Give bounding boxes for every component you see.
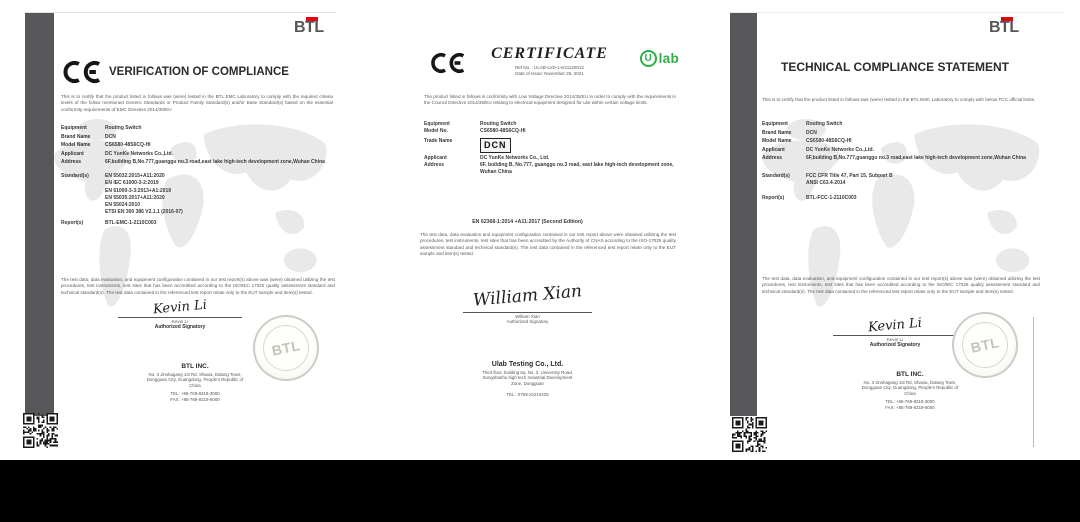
date-of-issue: Date of Issue: November 26, 2021 — [515, 70, 584, 76]
issuer-name: BTL INC. — [896, 371, 924, 378]
field-value: Routing Switch — [806, 121, 843, 127]
issuer-name: Ulab Testing Co., Ltd. — [491, 361, 564, 368]
signatory-title: Authorized Signatory — [154, 324, 206, 330]
qr-code — [732, 417, 767, 452]
btl-logo — [294, 17, 330, 35]
issuer-tel: TEL: +86-769-8319-3000 — [885, 399, 935, 405]
certificate-technical-compliance-statement — [730, 12, 1065, 452]
field-value: 6F, building B, No.777, guanggu no.3 road, east lake high-tech development zone, Wuhan China — [480, 161, 674, 176]
field-value: DCN — [806, 129, 817, 136]
product-fields — [61, 125, 335, 167]
field-label: Address — [424, 161, 445, 168]
field-value: DC YunKe Networks Co., Ltd. — [480, 154, 550, 161]
field-label: Equipment — [762, 121, 788, 127]
signatory-title: Authorized Signatory — [869, 342, 921, 348]
signature-block — [110, 297, 250, 330]
standard-item: ANSI C63.4-2014 — [806, 180, 846, 187]
qr-code — [23, 413, 58, 448]
field-label: Equipment — [61, 125, 87, 131]
certificate-lvd — [360, 12, 695, 452]
standards-list — [806, 173, 1040, 188]
field-value: 6F,building B,No.777,guanggu no.3 road,east lake high-tech development zone,Wuhan China — [806, 155, 1026, 161]
field-row — [424, 121, 676, 128]
issuer-name: BTL INC. — [181, 363, 209, 370]
issuer-fax: FAX: +86-769-8319-6000 — [170, 397, 220, 403]
page-fold-line — [1033, 317, 1034, 447]
field-label: Address — [762, 155, 783, 161]
ce-mark-icon — [60, 59, 102, 85]
field-value: Routing Switch — [480, 121, 517, 127]
seal-center-text: BTL — [958, 318, 1013, 373]
btl-logo-letters: BTL — [989, 19, 1019, 36]
standard-item: EN 55024:2010 — [105, 202, 141, 208]
btl-logo — [989, 17, 1025, 35]
ref-no: Ref No. : ULAB-LVD-1-E21120012 — [515, 64, 584, 70]
certificate-title: TECHNICAL COMPLIANCE STATEMENT — [781, 60, 1009, 74]
issuer-address-line: Dongguan City, Guangdong, People's Republic of — [861, 385, 959, 391]
signatory-name: Kevin Li — [886, 337, 903, 342]
issuer-fax: FAX: +86-769-8319-6000 — [885, 405, 935, 411]
report-row — [61, 220, 335, 227]
field-label: Applicant — [61, 150, 84, 157]
report-row — [762, 195, 1040, 202]
signature-block — [455, 281, 600, 324]
field-value: DC YunKe Networks Co.,Ltd. — [105, 150, 173, 157]
standard-item: ETSI EN 300 386 V2.1.1 (2016-07) — [105, 209, 183, 216]
field-label: Model No. — [424, 128, 448, 135]
standards-list — [105, 173, 335, 217]
signature-block — [825, 315, 965, 348]
standard-item: FCC CFR Title 47, Part 15, Subpart B — [806, 173, 893, 179]
field-value: CS6580-48S6CQ-HI — [806, 138, 852, 144]
certificate-title: CERTIFICATE — [491, 45, 608, 62]
field-label: Model Name — [762, 138, 792, 144]
product-fields — [424, 121, 676, 176]
field-label: Brand Name — [61, 133, 91, 140]
field-value: 6F,building B,No.777,guanggu no.3 road,east lake high-tech development zone,Wuhan China — [105, 159, 325, 165]
issuer-address-line: Zone, Dongguan — [511, 381, 544, 387]
field-value: DC YunKe Networks Co.,Ltd. — [806, 146, 874, 153]
field-label: Address — [61, 159, 82, 165]
signatory-name: William Xian — [515, 314, 540, 319]
footnote-paragraph: The test data, data evaluation, and equipment configuration contained in our test report(s) above was (were) obtained utilizing the test procedures, test instruments, test sites that has been accredited according to the ISO/IEC 17025 quality assessment standard and technical standard(s). The test data contained in the referenced test report relate only to the EUT sample and item(s) tested. — [762, 276, 1040, 294]
standard-item: EN 55035:2017+A11:2020 — [105, 194, 165, 201]
field-row — [424, 128, 676, 135]
standard-line: EN 62368-1:2014 +A11:2017 (Second Edition) — [472, 219, 583, 225]
field-row — [424, 155, 676, 162]
field-label: Applicant — [424, 154, 447, 161]
field-row — [424, 162, 676, 177]
standard-item: EN 61000-3-3:2013+A1:2019 — [105, 187, 172, 194]
field-value: DCN — [105, 133, 116, 140]
field-label: Brand Name — [762, 129, 792, 136]
field-value: Routing Switch — [105, 125, 142, 131]
product-fields — [762, 121, 1040, 163]
intro-paragraph: This is to certify that the product listed in follows was (were) tested in the BTL EMC Laboratory to comply with the required criteria levels of the follow mentioned Generic Standards or Product Family Standard(s) and/or Base Standard(s) based on the essential conformity requirements of EMC Directive 2014/30/EU — [61, 94, 333, 112]
signature-handwriting: William Xian — [472, 281, 583, 311]
ulab-logo-text: lab — [658, 51, 679, 66]
dcn-logo: DCN — [480, 138, 511, 153]
issuer-company-block — [830, 371, 990, 411]
certificate-verification-of-compliance — [25, 12, 336, 452]
issuer-company-block — [115, 363, 275, 403]
certificate-title: VERIFICATION OF COMPLIANCE — [109, 66, 289, 78]
footnote-paragraph: The test data, data evaluation, and equipment configuration contained in our test report(s) above was (were) obtained utilizing the test procedures, test instruments, test sites that has been accredited according to the ISO/IEC 17025 quality assessment standard and technical standard(s). The test data contained in the referenced test report relate only to the EUT sample and item(s) tested. — [61, 277, 335, 295]
btl-logo-letters: BTL — [294, 19, 324, 36]
standard-item: EN IEC 61000-3-2:2019 — [105, 180, 159, 187]
signature-handwriting: Kevin Li — [152, 297, 208, 318]
report-label: Report(s) — [762, 195, 785, 201]
issuer-tel: TEL: +86-769-8319-3000 — [170, 391, 220, 397]
issuer-company-block — [445, 361, 610, 398]
ulab-logo — [640, 50, 679, 67]
seal-center-text: BTL — [259, 321, 314, 376]
signature-line — [463, 312, 592, 313]
issuer-tel: TEL : 0769-22210225 — [506, 392, 549, 398]
report-label: Report(s) — [61, 220, 84, 226]
signatory-title: Authorized Signatory — [506, 319, 549, 324]
field-label: Model Name — [61, 142, 91, 148]
field-label: Equipment — [424, 121, 450, 127]
issuer-address-line: Songshanhu high tech Industrial Development — [482, 375, 573, 381]
issuer-address-line: China — [189, 383, 201, 389]
field-label: Trade Name — [424, 137, 453, 144]
standard-item: EN 55032:2015+A11:2020 — [105, 173, 165, 179]
signature-handwriting: Kevin Li — [867, 315, 923, 336]
standards-label: Standard(s) — [762, 173, 790, 179]
standards-row — [61, 173, 335, 217]
issuer-address-line: China — [904, 391, 916, 397]
bottom-black-bar — [0, 460, 1080, 522]
standards-row — [762, 173, 1040, 188]
signatory-name: Kevin Li — [171, 319, 188, 324]
issuer-address-line: Third floor, building 6a, No. 3, University Road, — [482, 369, 573, 375]
body-paragraph: The test data, data evaluation and equipment configuration contained in our test report above were obtained utilizing the test procedures, test instruments, test sites that has been accredited by the Authority of CNAS according to the ISO-17025 quality assessment standard and technical standard(s). The test data contained in the referenced test report relate only to the EUT sample and item(s) tested. — [420, 232, 676, 256]
ulab-logo-circle: U — [640, 50, 657, 67]
intro-paragraph: The product listed in follows is conformity with Low Voltage Directive 2014/35/EU in order to comply with the requirements in the Council Directive 2014/35/EU relating to electrical equipment designed for use within certain voltage limits. — [424, 94, 677, 106]
dcn-logo-wrap — [480, 138, 676, 153]
report-number: BTL-EMC-1-2110C003 — [105, 220, 157, 226]
issuer-address-line: Dongguan City, Guangdong, People's Republic of — [146, 377, 244, 383]
report-number: BTL-FCC-1-2110C003 — [806, 195, 857, 201]
field-value: CS6580-48S6CQ-HI — [105, 142, 151, 148]
certificate-title-block — [472, 45, 627, 76]
intro-paragraph: This is to certify that the product listed in follows was (were) tested in the BTL EMC Laboratory to comply with below FCC official limits. — [762, 97, 1036, 102]
issuer-address-line: No. 3 Jinshagang 1st Rd, Shaxia, Dalang Town, — [148, 371, 242, 377]
field-value: CS6580-48S6CQ-HI — [480, 128, 526, 135]
ce-mark-icon — [428, 49, 466, 77]
standards-label: Standard(s) — [61, 173, 89, 179]
field-label: Applicant — [762, 146, 785, 153]
field-row-trade-name — [424, 138, 676, 153]
issuer-address-line: No. 3 Jinshagang 1st Rd, Shaxia, Dalang Town, — [863, 379, 957, 385]
